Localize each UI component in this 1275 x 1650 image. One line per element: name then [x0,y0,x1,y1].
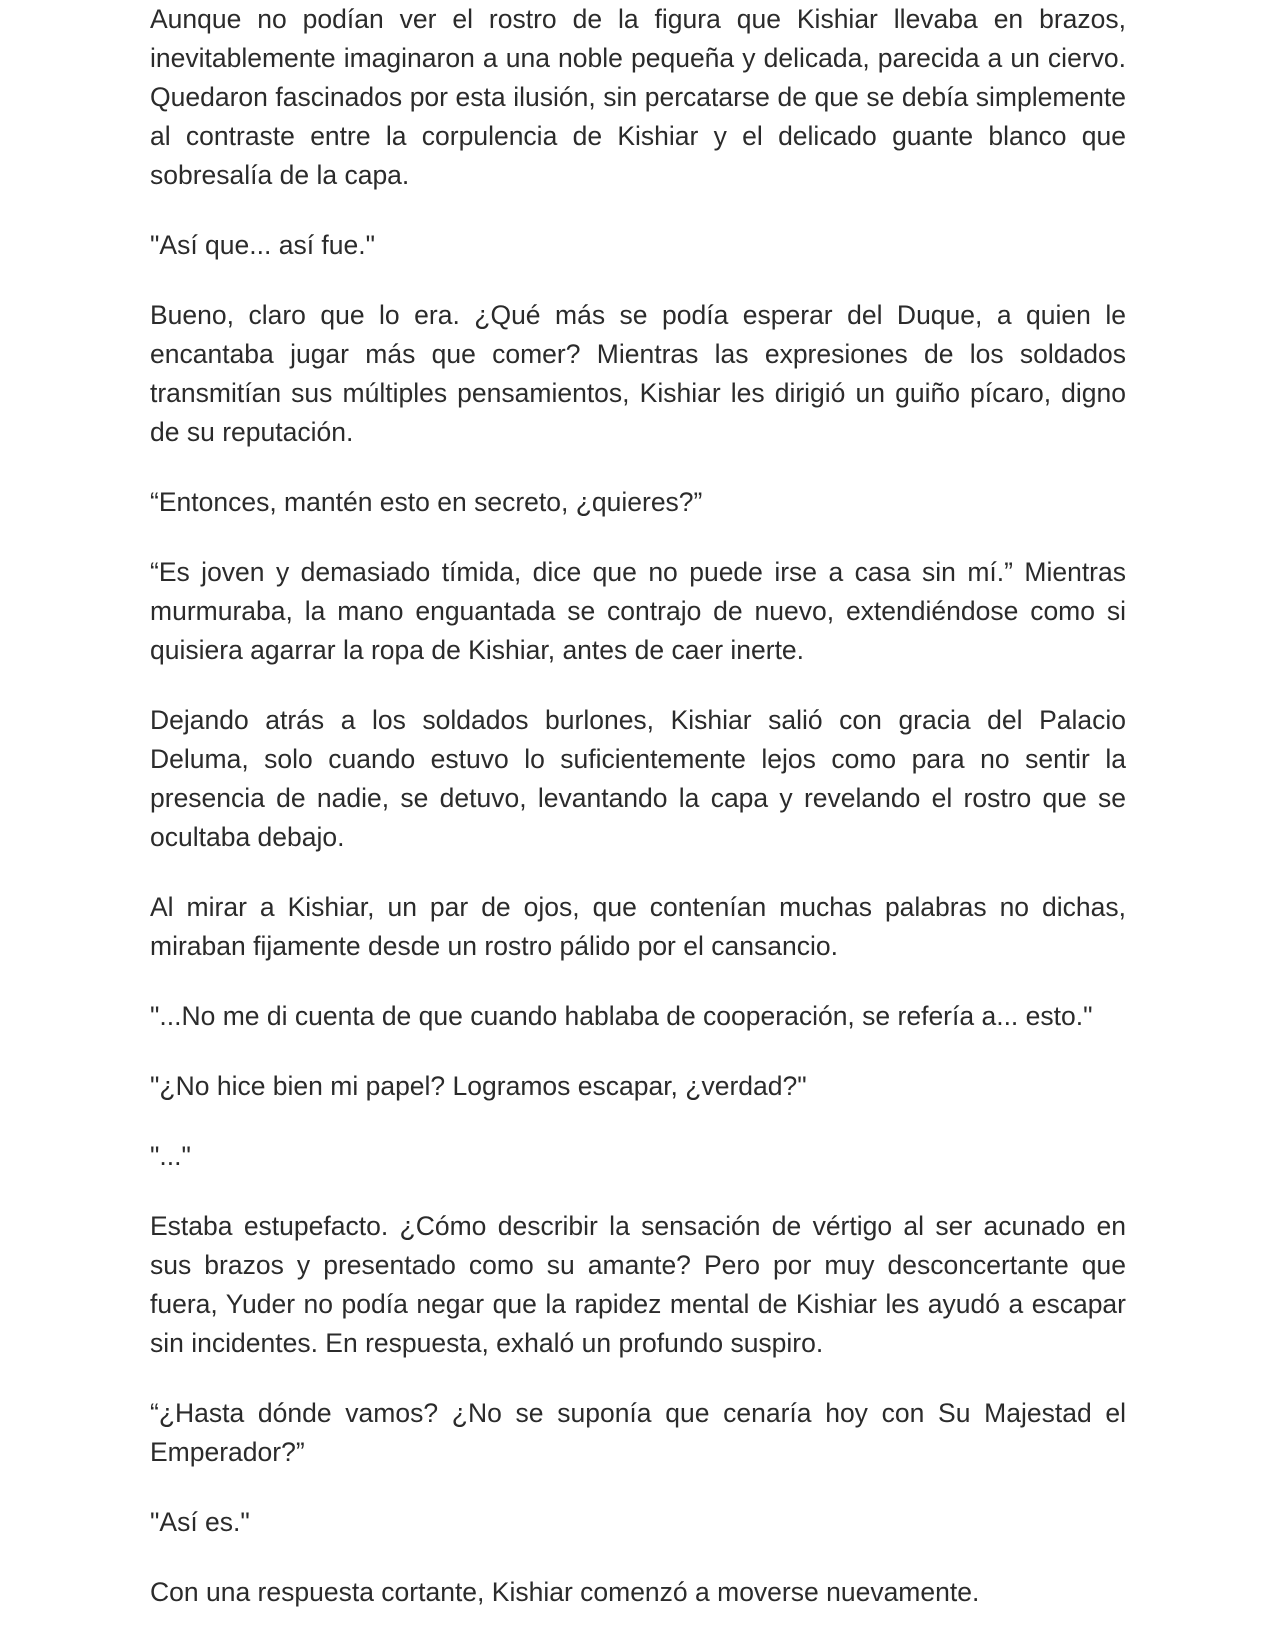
paragraph: “Es joven y demasiado tímida, dice que no puede irse a casa sin mí.” Mientras murmuraba, la mano enguantada se contrajo de nuevo, extendiéndose como si quisiera agarrar la ropa de Kishiar, antes de caer inerte. [150,557,1126,665]
paragraph: Al mirar a Kishiar, un par de ojos, que contenían muchas palabras no dichas, miraban fijamente desde un rostro pálido por el cansancio. [150,892,1126,961]
paragraph: Bueno, claro que lo era. ¿Qué más se podía esperar del Duque, a quien le encantaba jugar más que comer? Mientras las expresiones de los soldados transmitían sus múltiples pensamientos, Kishiar les dirigió un guiño pícaro, digno de su reputación. [150,300,1126,447]
paragraph: "Así que... así fue." [150,230,376,260]
paragraph: “¿Hasta dónde vamos? ¿No se suponía que cenaría hoy con Su Majestad el Emperador?” [150,1398,1126,1467]
paragraph: “Entonces, mantén esto en secreto, ¿quieres?” [150,487,703,517]
paragraph: "...No me di cuenta de que cuando hablaba de cooperación, se refería a... esto." [150,1001,1093,1031]
paragraph: "Así es." [150,1507,250,1537]
paragraph: "..." [150,1141,191,1171]
paragraph: "¿No hice bien mi papel? Logramos escapar, ¿verdad?" [150,1071,807,1101]
document-page [150,0,1126,1643]
paragraph: Dejando atrás a los soldados burlones, Kishiar salió con gracia del Palacio Deluma, solo cuando estuvo lo suficientemente lejos como para no sentir la presencia de nadie, se detuvo, levantando la capa y revelando el rostro que se ocultaba debajo. [150,705,1126,852]
paragraph: Aunque no podían ver el rostro de la figura que Kishiar llevaba en brazos, inevitablemente imaginaron a una noble pequeña y delicada, parecida a un ciervo. Quedaron fascinados por esta ilusión, sin percatarse de que se debía simplemente al contraste entre la corpulencia de Kishiar y el delicado guante blanco que sobresalía de la capa. [150,4,1126,190]
paragraph: Con una respuesta cortante, Kishiar comenzó a moverse nuevamente. [150,1577,980,1607]
paragraph: Estaba estupefacto. ¿Cómo describir la sensación de vértigo al ser acunado en sus brazos y presentado como su amante? Pero por muy desconcertante que fuera, Yuder no podía negar que la rapidez mental de Kishiar les ayudó a escapar sin incidentes. En respuesta, exhaló un profundo suspiro. [150,1211,1126,1358]
